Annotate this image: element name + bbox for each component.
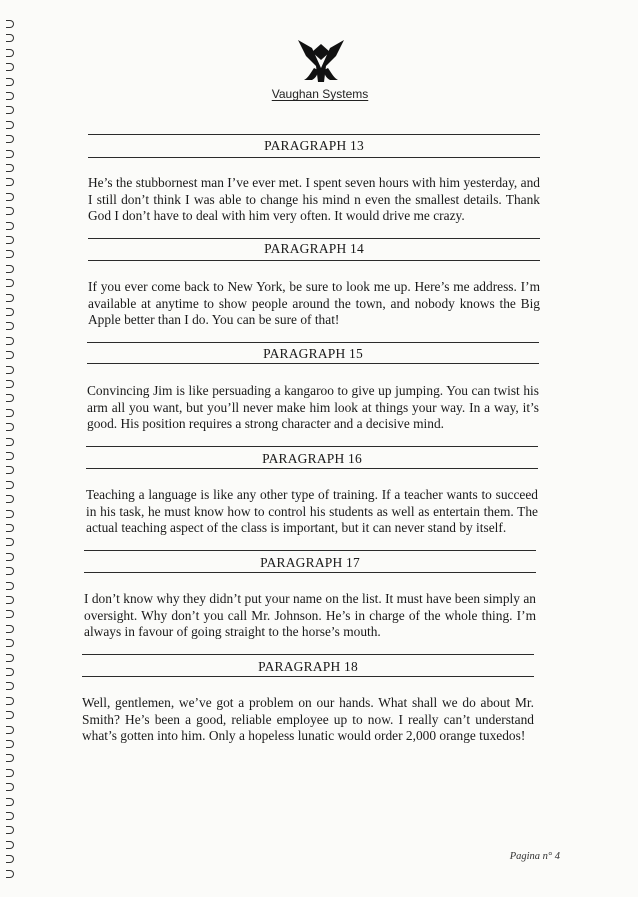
binding-hole bbox=[6, 582, 14, 590]
binding-hole bbox=[6, 366, 14, 374]
section-heading: PARAGRAPH 15 bbox=[263, 346, 363, 361]
vaughan-logo-icon bbox=[296, 38, 346, 84]
binding-hole bbox=[6, 135, 14, 143]
paragraph-text: Convincing Jim is like persuading a kangaroo to give up jumping. You can twist his arm all you want, but you’ll never make him look at things your way. In a way, it’s good. His position requires a strong character and a decisive mind. bbox=[87, 383, 539, 432]
section-heading: PARAGRAPH 17 bbox=[260, 555, 360, 570]
binding-hole bbox=[6, 294, 14, 302]
binding-hole bbox=[6, 783, 14, 791]
page-number: Pagina n° 4 bbox=[509, 851, 560, 862]
binding-hole bbox=[6, 711, 14, 719]
binding-hole bbox=[6, 812, 14, 820]
spiral-binding bbox=[6, 20, 20, 890]
rule-bottom bbox=[87, 363, 539, 364]
binding-hole bbox=[6, 34, 14, 42]
binding-hole bbox=[6, 740, 14, 748]
binding-hole bbox=[6, 164, 14, 172]
binding-hole bbox=[6, 682, 14, 690]
binding-hole bbox=[6, 394, 14, 402]
binding-hole bbox=[6, 538, 14, 546]
binding-hole bbox=[6, 596, 14, 604]
binding-hole bbox=[6, 524, 14, 532]
binding-hole bbox=[6, 726, 14, 734]
binding-hole bbox=[6, 452, 14, 460]
paragraph-text: He’s the stubbornest man I’ve ever met. I spent seven hours with him yesterday, and I still don’t think I was able to change his mind n even the smallest details. Thank God I don’t have to deal with him very often. It would drive me crazy. bbox=[88, 175, 540, 224]
paragraph-text: I don’t know why they didn’t put your name on the list. It must have been simply an oversight. Why don’t you call Mr. Johnson. He’s in charge of the whole thing. I’m always in favour of going straight to the horse’s mouth. bbox=[84, 591, 536, 640]
section-heading: PARAGRAPH 16 bbox=[262, 451, 362, 466]
binding-hole bbox=[6, 639, 14, 647]
binding-hole bbox=[6, 121, 14, 129]
binding-hole bbox=[6, 409, 14, 417]
binding-hole bbox=[6, 798, 14, 806]
binding-hole bbox=[6, 870, 14, 878]
binding-hole bbox=[6, 49, 14, 57]
rule-top bbox=[88, 238, 540, 239]
rule-bottom bbox=[82, 676, 534, 677]
binding-hole bbox=[6, 78, 14, 86]
binding-hole bbox=[6, 567, 14, 575]
binding-hole bbox=[6, 20, 14, 28]
binding-hole bbox=[6, 265, 14, 273]
binding-hole bbox=[6, 308, 14, 316]
rule-top bbox=[86, 446, 538, 447]
binding-hole bbox=[6, 193, 14, 201]
binding-hole bbox=[6, 92, 14, 100]
section-heading: PARAGRAPH 13 bbox=[264, 138, 364, 153]
binding-hole bbox=[6, 322, 14, 330]
binding-hole bbox=[6, 150, 14, 158]
binding-hole bbox=[6, 654, 14, 662]
paragraph-text: If you ever come back to New York, be sure to look me up. Here’s me address. I’m available at anytime to show people around the town, and nobody knows the Big Apple better than I do. You can be sure of that! bbox=[88, 279, 540, 328]
binding-hole bbox=[6, 106, 14, 114]
binding-hole bbox=[6, 279, 14, 287]
binding-hole bbox=[6, 438, 14, 446]
company-name: Vaughan Systems bbox=[271, 87, 369, 101]
paragraph-text: Teaching a language is like any other type of training. If a teacher wants to succeed in his task, he must know how to control his students as well as entertain them. The actual teaching aspect of the class is important, but it can never stand by itself. bbox=[86, 487, 538, 536]
section-heading: PARAGRAPH 14 bbox=[264, 241, 364, 256]
binding-hole bbox=[6, 625, 14, 633]
binding-hole bbox=[6, 250, 14, 258]
binding-hole bbox=[6, 178, 14, 186]
rule-top bbox=[82, 654, 534, 655]
binding-hole bbox=[6, 380, 14, 388]
section-heading: PARAGRAPH 18 bbox=[258, 659, 358, 674]
binding-hole bbox=[6, 510, 14, 518]
binding-hole bbox=[6, 668, 14, 676]
binding-hole bbox=[6, 481, 14, 489]
binding-hole bbox=[6, 826, 14, 834]
rule-bottom bbox=[84, 572, 536, 573]
binding-hole bbox=[6, 855, 14, 863]
binding-hole bbox=[6, 207, 14, 215]
binding-hole bbox=[6, 222, 14, 230]
binding-hole bbox=[6, 63, 14, 71]
binding-hole bbox=[6, 351, 14, 359]
rule-top bbox=[84, 550, 536, 551]
rule-bottom bbox=[88, 260, 540, 261]
binding-hole bbox=[6, 610, 14, 618]
binding-hole bbox=[6, 337, 14, 345]
binding-hole bbox=[6, 423, 14, 431]
rule-bottom bbox=[88, 157, 540, 158]
binding-hole bbox=[6, 841, 14, 849]
binding-hole bbox=[6, 236, 14, 244]
rule-top bbox=[88, 134, 540, 135]
binding-hole bbox=[6, 769, 14, 777]
binding-hole bbox=[6, 754, 14, 762]
binding-hole bbox=[6, 697, 14, 705]
binding-hole bbox=[6, 553, 14, 561]
rule-bottom bbox=[86, 468, 538, 469]
binding-hole bbox=[6, 466, 14, 474]
binding-hole bbox=[6, 495, 14, 503]
paragraph-text: Well, gentlemen, we’ve got a problem on our hands. What shall we do about Mr. Smith? He’s been a good, reliable employee up to now. I really can’t understand what’s gotten into him. Only a hopeless lunatic would order 2,000 orange tuxedos! bbox=[82, 695, 534, 744]
rule-top bbox=[87, 342, 539, 343]
